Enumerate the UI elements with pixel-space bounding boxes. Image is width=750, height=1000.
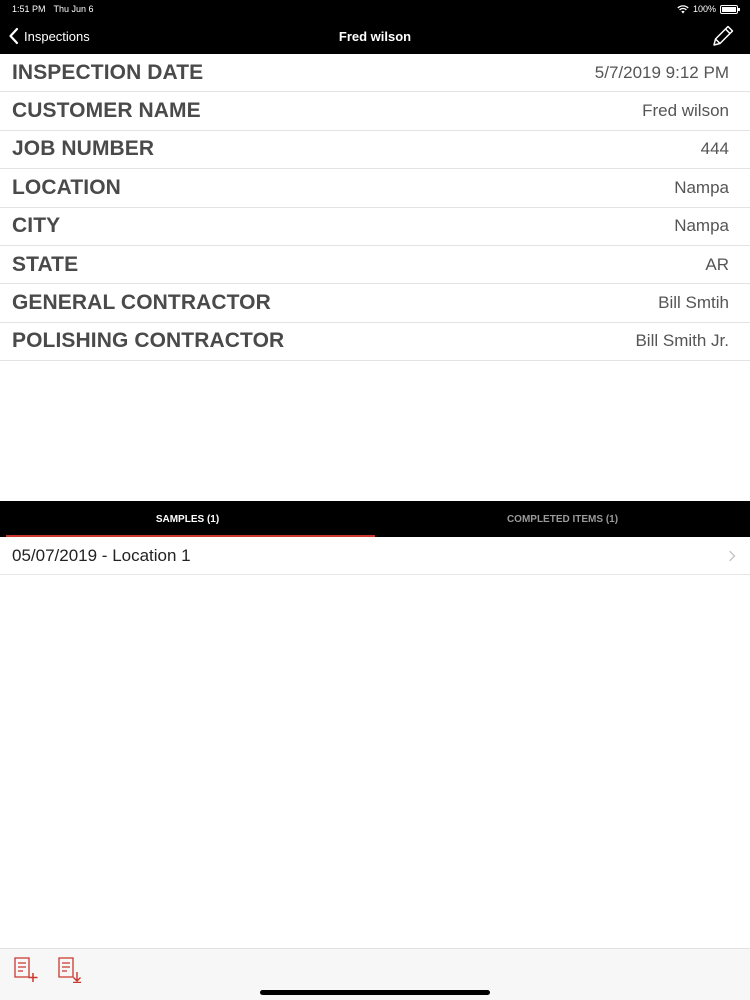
status-date: Thu Jun 6 bbox=[53, 4, 94, 14]
detail-row bbox=[0, 208, 750, 246]
detail-value: 5/7/2019 9:12 PM bbox=[594, 62, 729, 82]
detail-value: Bill Smith Jr. bbox=[635, 331, 729, 351]
detail-value: Fred wilson bbox=[642, 101, 729, 121]
tab-samples[interactable] bbox=[0, 501, 375, 537]
detail-label: POLISHING CONTRACTOR bbox=[12, 329, 285, 353]
pencil-icon[interactable] bbox=[710, 23, 736, 49]
inspection-details bbox=[0, 54, 750, 361]
download-document-icon[interactable] bbox=[56, 955, 84, 983]
back-button-label: Inspections bbox=[24, 28, 90, 44]
tab-completed-items[interactable] bbox=[375, 501, 750, 537]
detail-row bbox=[0, 169, 750, 207]
detail-label: GENERAL CONTRACTOR bbox=[12, 291, 271, 315]
detail-value: Nampa bbox=[674, 177, 729, 197]
detail-label: STATE bbox=[12, 252, 79, 276]
tab-bar bbox=[0, 501, 750, 537]
detail-row bbox=[0, 246, 750, 284]
chevron-left-icon bbox=[8, 27, 20, 45]
navigation-bar bbox=[0, 18, 750, 54]
status-right bbox=[677, 4, 738, 14]
tab-completed-items-label: COMPLETED ITEMS (1) bbox=[506, 513, 619, 525]
home-indicator bbox=[260, 990, 490, 995]
detail-row bbox=[0, 92, 750, 130]
page-title: Fred wilson bbox=[338, 28, 412, 44]
wifi-icon bbox=[677, 5, 689, 14]
detail-value: 444 bbox=[700, 139, 729, 159]
detail-value: Nampa bbox=[674, 216, 729, 236]
battery-percent: 100% bbox=[692, 4, 716, 14]
detail-row bbox=[0, 54, 750, 92]
detail-row bbox=[0, 131, 750, 169]
detail-label: LOCATION bbox=[12, 175, 121, 199]
detail-value: AR bbox=[705, 254, 729, 274]
tab-samples-label: SAMPLES (1) bbox=[155, 513, 220, 525]
detail-row bbox=[0, 323, 750, 361]
detail-label: CITY bbox=[12, 214, 61, 238]
add-document-icon[interactable] bbox=[12, 955, 40, 983]
list-item[interactable] bbox=[0, 537, 750, 575]
status-bar bbox=[0, 0, 750, 18]
battery-icon bbox=[720, 5, 738, 14]
detail-label: CUSTOMER NAME bbox=[12, 99, 201, 123]
detail-value: Bill Smtih bbox=[658, 293, 729, 313]
back-button[interactable] bbox=[8, 18, 90, 54]
chevron-right-icon bbox=[728, 550, 736, 562]
status-time: 1:51 PM bbox=[12, 4, 46, 14]
detail-label: INSPECTION DATE bbox=[12, 60, 204, 84]
samples-list bbox=[0, 537, 750, 575]
detail-row bbox=[0, 284, 750, 322]
list-item-label: 05/07/2019 - Location 1 bbox=[12, 545, 191, 565]
detail-label: JOB NUMBER bbox=[12, 137, 155, 161]
